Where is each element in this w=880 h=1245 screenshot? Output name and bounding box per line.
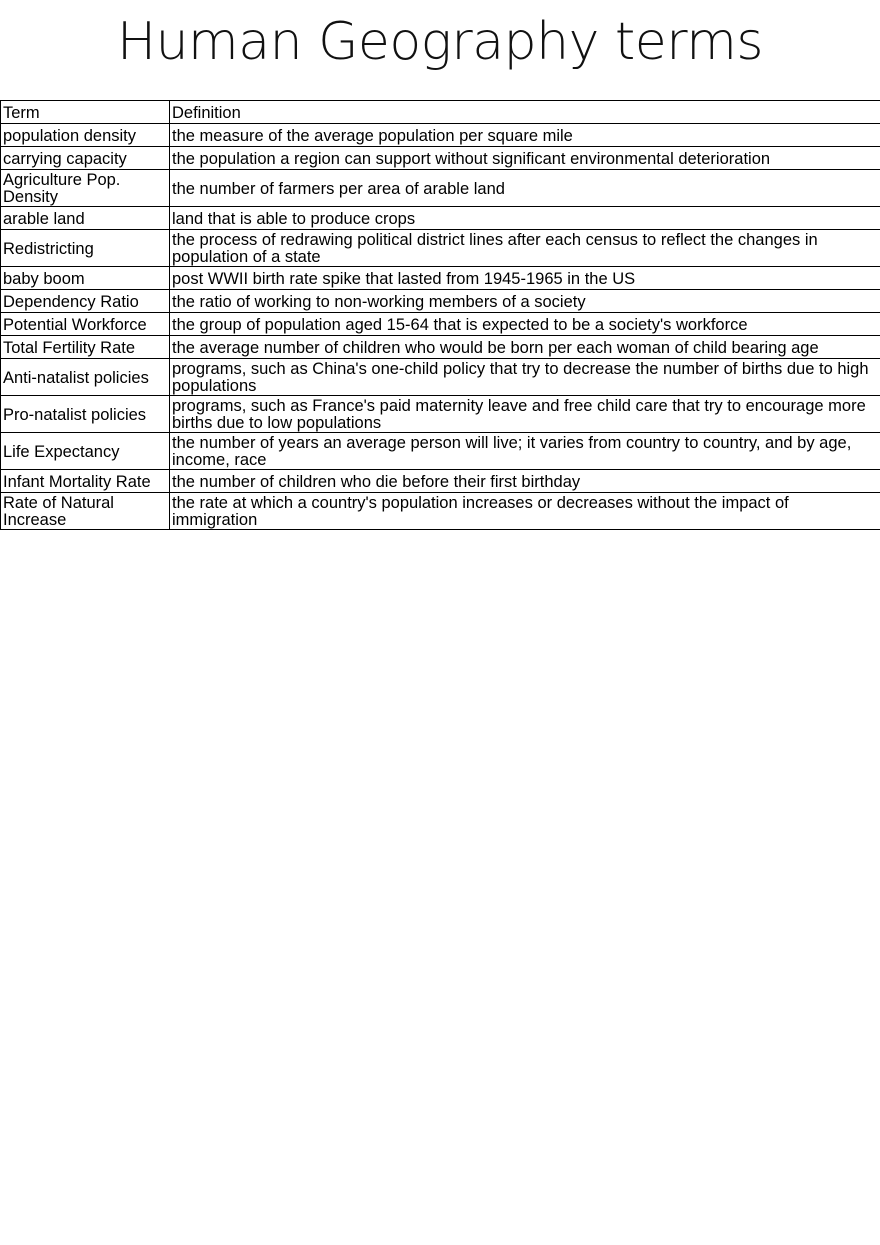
- table-row: [1, 493, 880, 530]
- term-cell: Pro-natalist policies: [1, 396, 170, 433]
- definition-cell: the population a region can support without significant environmental deterioration: [170, 147, 880, 170]
- term-cell: Rate of Natural Increase: [1, 493, 170, 530]
- table-row: [1, 124, 880, 147]
- table-row: [1, 267, 880, 290]
- definition-column-header: Definition: [170, 101, 880, 124]
- term-cell: baby boom: [1, 267, 170, 290]
- table-row: [1, 170, 880, 207]
- definition-cell: the rate at which a country's population increases or decreases without the impact of immigration: [170, 493, 880, 530]
- table-row: [1, 207, 880, 230]
- table-row: [1, 336, 880, 359]
- term-cell: Infant Mortality Rate: [1, 470, 170, 493]
- table-row: [1, 313, 880, 336]
- term-cell: arable land: [1, 207, 170, 230]
- definition-cell: the process of redrawing political district lines after each census to reflect the changes in population of a state: [170, 230, 880, 267]
- definition-cell: the number of years an average person will live; it varies from country to country, and by age, income, race: [170, 433, 880, 470]
- term-cell: Anti-natalist policies: [1, 359, 170, 396]
- term-cell: Agriculture Pop. Density: [1, 170, 170, 207]
- term-cell: Total Fertility Rate: [1, 336, 170, 359]
- definition-cell: the ratio of working to non-working members of a society: [170, 290, 880, 313]
- term-cell: carrying capacity: [1, 147, 170, 170]
- glossary-table: [0, 100, 880, 530]
- definition-cell: programs, such as France's paid maternity leave and free child care that try to encourage more births due to low populations: [170, 396, 880, 433]
- definition-cell: the average number of children who would be born per each woman of child bearing age: [170, 336, 880, 359]
- term-cell: Dependency Ratio: [1, 290, 170, 313]
- table-row: [1, 290, 880, 313]
- term-cell: Redistricting: [1, 230, 170, 267]
- table-row: [1, 396, 880, 433]
- table-header-row: [1, 101, 880, 124]
- term-cell: population density: [1, 124, 170, 147]
- definition-cell: the number of farmers per area of arable land: [170, 170, 880, 207]
- definition-cell: the group of population aged 15-64 that is expected to be a society's workforce: [170, 313, 880, 336]
- definition-cell: land that is able to produce crops: [170, 207, 880, 230]
- definition-cell: programs, such as China's one-child policy that try to decrease the number of births due to high populations: [170, 359, 880, 396]
- table-row: [1, 230, 880, 267]
- page-title: Human Geography terms: [117, 12, 763, 72]
- definition-cell: the number of children who die before their first birthday: [170, 470, 880, 493]
- table-row: [1, 359, 880, 396]
- table-row: [1, 433, 880, 470]
- definition-cell: the measure of the average population per square mile: [170, 124, 880, 147]
- term-cell: Potential Workforce: [1, 313, 170, 336]
- table-row: [1, 470, 880, 493]
- term-cell: Life Expectancy: [1, 433, 170, 470]
- definition-cell: post WWII birth rate spike that lasted from 1945-1965 in the US: [170, 267, 880, 290]
- term-column-header: Term: [1, 101, 170, 124]
- table-row: [1, 147, 880, 170]
